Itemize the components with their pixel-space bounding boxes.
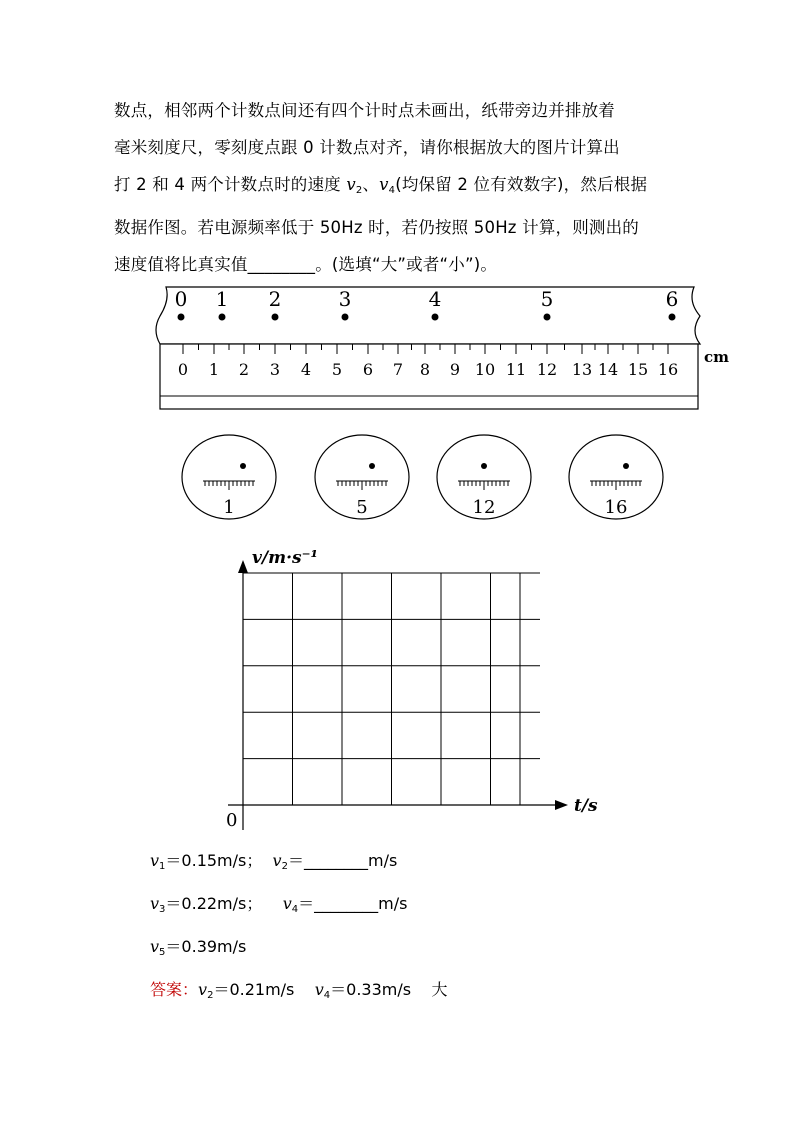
subscript: 4 — [291, 904, 299, 915]
magnifier — [315, 435, 409, 519]
text-fragment: (均保留 2 位有效数字)，然后根据 — [395, 175, 648, 194]
velocity-symbol: v — [272, 851, 282, 870]
answer-v2: ＝0.21m/s — [213, 980, 295, 999]
magnifier — [569, 435, 663, 519]
tape-point-dot — [219, 314, 226, 321]
tape-point-dot — [432, 314, 439, 321]
velocity-symbol: v — [282, 894, 292, 913]
ruler-tick-label: 8 — [419, 360, 431, 379]
magnifier-label: 12 — [472, 497, 496, 518]
velocity-symbol: v — [198, 980, 208, 999]
velocity-symbol: v — [150, 851, 160, 870]
subscript: 5 — [159, 947, 166, 958]
subscript: 2 — [355, 185, 363, 196]
answer-label: 答案： — [150, 980, 199, 999]
tape-point-dot — [544, 314, 551, 321]
magnifier-dot — [369, 463, 375, 469]
magnifier-dot — [623, 463, 629, 469]
velocity-symbol: v — [379, 175, 389, 194]
ruler-tick-label: 13 — [571, 360, 593, 379]
ruler-tick-label: 7 — [392, 360, 404, 379]
velocity-time-graph — [226, 548, 598, 831]
subscript: 4 — [388, 185, 396, 196]
subscript: 3 — [159, 904, 166, 915]
ruler-tick-label: 4 — [300, 360, 312, 379]
origin-label: 0 — [226, 810, 238, 831]
magnifier-label: 16 — [604, 497, 628, 518]
answer-result: 大 — [431, 980, 448, 999]
ruler-tick-label: 16 — [657, 360, 679, 379]
text-fragment: 打 2 和 4 两个计数点时的速度 — [114, 175, 347, 194]
ruler-tick-label: 12 — [536, 360, 558, 379]
text-line-2: 毫米刻度尺，零刻度点跟 0 计数点对齐，请你根据放大的图片计算出 — [114, 138, 620, 157]
subscript: 4 — [323, 990, 331, 1001]
tape-point-label: 4 — [428, 287, 442, 311]
tape-point-label: 0 — [174, 287, 188, 311]
tape-point-label: 1 — [215, 287, 229, 311]
answer-blank[interactable]: ________ — [247, 255, 316, 274]
ruler-tick-label: 2 — [238, 360, 250, 379]
ruler-tick-label: 5 — [331, 360, 343, 379]
tape-point-dot — [342, 314, 349, 321]
text-line-1: 数点，相邻两个计数点间还有四个计时点未画出，纸带旁边并排放着 — [114, 101, 615, 120]
velocity-line-1 — [150, 848, 447, 879]
velocity-answers — [150, 848, 447, 1020]
tape-point-label: 6 — [665, 287, 679, 311]
velocity-symbol: v — [150, 937, 160, 956]
velocity-line-2 — [150, 891, 447, 922]
velocity-symbol: v — [346, 175, 356, 194]
ruler-tick-label: 15 — [627, 360, 649, 379]
ruler-tick-label: 10 — [474, 360, 496, 379]
ruler-tick-label: 3 — [269, 360, 281, 379]
v4-blank[interactable]: ________ — [314, 894, 379, 913]
y-axis-label: v/m·s⁻¹ — [252, 548, 318, 568]
ruler-unit: cm — [704, 348, 730, 366]
velocity-symbol: v — [150, 894, 160, 913]
unit: m/s — [378, 894, 408, 913]
velocity-symbol: v — [314, 980, 324, 999]
v2-blank[interactable]: ________ — [303, 851, 368, 870]
subscript: 2 — [281, 861, 288, 872]
subscript: 2 — [207, 990, 214, 1001]
separator: 、 — [362, 175, 380, 194]
v5-value: ＝0.39m/s — [165, 937, 247, 956]
magnifier-dot — [240, 463, 246, 469]
magnifier — [437, 435, 531, 519]
magnifier-label: 5 — [356, 497, 368, 518]
ruler-tick-label: 14 — [597, 360, 619, 379]
velocity-line-3 — [150, 934, 447, 965]
magnifier-views — [182, 435, 663, 519]
tape-point-label: 5 — [540, 287, 554, 311]
ruler-tick-label: 1 — [208, 360, 220, 379]
x-axis-arrow — [555, 800, 568, 810]
answer-v4: ＝0.33m/s — [330, 980, 412, 999]
magnifier — [182, 435, 276, 519]
subscript: 1 — [159, 861, 166, 872]
ruler-tick-label: 9 — [449, 360, 461, 379]
ruler-tick-label: 11 — [505, 360, 527, 379]
tape-point-label: 3 — [338, 287, 352, 311]
graph-grid — [243, 573, 540, 805]
text-fragment: 。(选填“大”或者“小”)。 — [315, 255, 498, 274]
ruler-tick-label: 6 — [362, 360, 374, 379]
tape-point-dot — [669, 314, 676, 321]
equals-sign: ＝ — [298, 894, 315, 913]
text-fragment: 速度值将比真实值 — [114, 255, 248, 274]
magnifier-dot — [481, 463, 487, 469]
tape-point-label: 2 — [268, 287, 282, 311]
text-line-4: 数据作图。若电源频率低于 50Hz 时，若仍按照 50Hz 计算，则测出的 — [114, 218, 640, 237]
unit: m/s — [367, 851, 398, 870]
equals-sign: ＝ — [287, 851, 304, 870]
answer-line — [150, 977, 447, 1008]
y-axis-arrow — [238, 560, 248, 573]
tape-point-dot — [178, 314, 185, 321]
tape-point-dot — [272, 314, 279, 321]
x-axis-label: t/s — [574, 796, 598, 816]
v3-value: ＝0.22m/s； — [165, 894, 263, 913]
ruler-tick-label: 0 — [177, 360, 189, 379]
v1-value: ＝0.15m/s； — [165, 851, 263, 870]
magnifier-label: 1 — [223, 497, 235, 518]
